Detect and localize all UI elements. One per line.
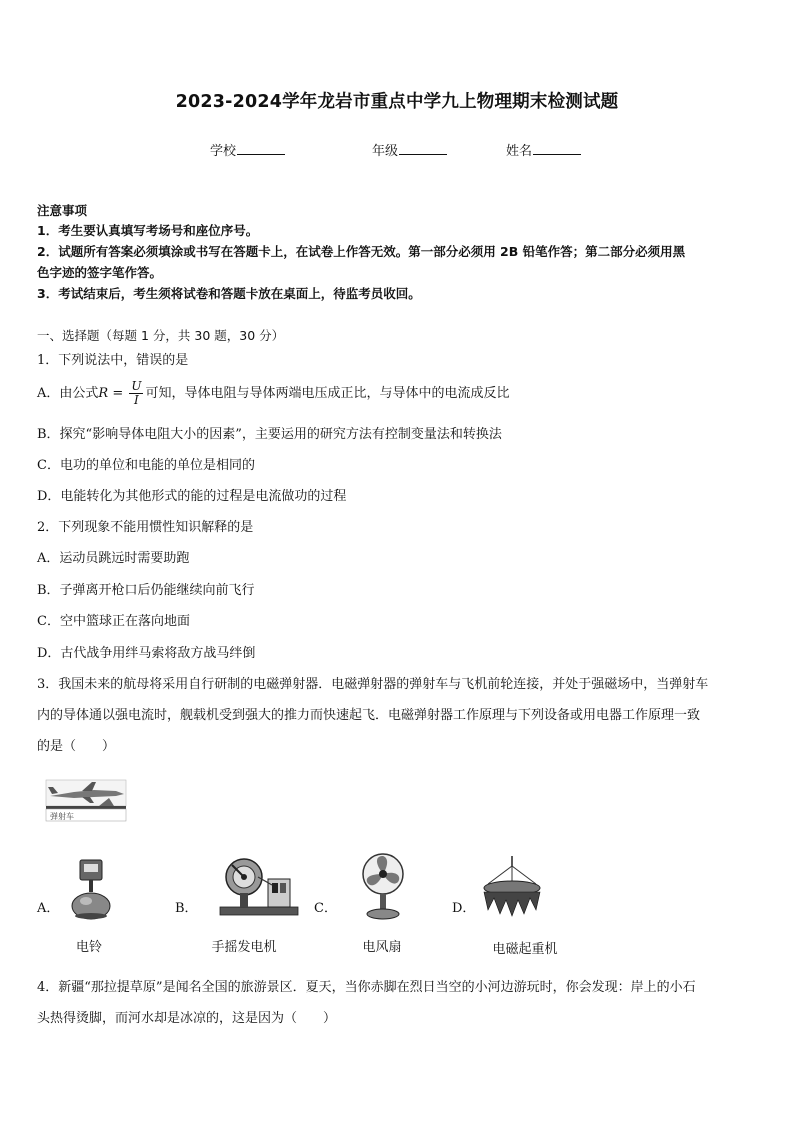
grade-field xyxy=(372,140,447,159)
q3-option-b-caption: 手摇发电机 xyxy=(211,940,277,955)
q3-option-c-letter: C． xyxy=(314,901,337,916)
grade-label: 年级 xyxy=(372,144,399,159)
q1-option-a xyxy=(37,380,510,408)
school-label: 学校 xyxy=(210,144,237,159)
catapult-jet-figure xyxy=(44,778,134,824)
q3-option-d-caption: 电磁起重机 xyxy=(492,942,558,957)
formula-equals: = xyxy=(108,386,128,401)
catapult-label: 弹射车 xyxy=(50,812,74,821)
q3-line-3: 的是（ ） xyxy=(37,739,116,754)
name-field xyxy=(506,140,581,159)
q3-option-a-letter: A． xyxy=(37,901,60,916)
q3-line-1: 3．我国未来的航母将采用自行研制的电磁弹射器．电磁弹射器的弹射车与飞机前轮连接，并处于强磁场中，当弹射车 xyxy=(37,677,709,692)
page-title: 2023-2024学年龙岩市重点中学九上物理期末检测试题 xyxy=(175,92,619,112)
name-label: 姓名 xyxy=(506,144,533,159)
school-blank xyxy=(237,142,285,155)
q3-option-a-caption: 电铃 xyxy=(75,940,102,955)
notice-item-3: 3．考试结束后，考生须将试卷和答题卡放在桌面上，待监考员收回。 xyxy=(37,286,421,301)
q1-stem: 1．下列说法中，错误的是 xyxy=(37,353,189,368)
notice-item-1: 1．考生要认真填写考场号和座位序号。 xyxy=(37,223,259,238)
electromagnetic-crane-icon xyxy=(478,854,546,920)
q3-option-c-caption: 电风扇 xyxy=(362,940,402,955)
q2-option-c: C．空中篮球正在落向地面 xyxy=(37,614,190,629)
q4-line-2: 头热得烫脚，而河水却是冰凉的，这是因为（ ） xyxy=(37,1011,337,1026)
q1-a-text: 可知，导体电阻与导体两端电压成正比，与导体中的电流成反比 xyxy=(145,386,510,401)
q2-option-b: B．子弹离开枪口后仍能继续向前飞行 xyxy=(37,583,255,598)
q3-line-2: 内的导体通以强电流时，舰载机受到强大的推力而快速起飞．电磁弹射器工作原理与下列设备或用电器工作原理一致 xyxy=(37,708,701,723)
q3-option-d-letter: D． xyxy=(452,901,476,916)
formula-denominator: I xyxy=(134,393,139,407)
notice-heading: 注意事项 xyxy=(37,203,88,218)
formula-fraction xyxy=(129,380,143,407)
q1-option-c: C．电功的单位和电能的单位是相同的 xyxy=(37,458,255,473)
electric-bell-icon xyxy=(68,858,114,920)
notice-item-2: 2．试题所有答案必须填涂或书写在答题卡上，在试卷上作答无效。第一部分必须用 2B 铅笔作答；第二部分必须用黑 xyxy=(37,244,686,259)
q1-option-b: B．探究“影响导体电阻大小的因素”，主要运用的研究方法有控制变量法和转换法 xyxy=(37,427,502,442)
q1-option-d: D．电能转化为其他形式的能的过程是电流做功的过程 xyxy=(37,489,347,504)
grade-blank xyxy=(399,142,447,155)
q2-option-a: A．运动员跳远时需要助跑 xyxy=(37,551,190,566)
q1-a-prefix: A．由公式 xyxy=(37,386,99,401)
electric-fan-icon xyxy=(356,852,410,920)
name-blank xyxy=(533,142,581,155)
section-heading: 一、选择题（每题 1 分，共 30 题，30 分） xyxy=(37,328,285,343)
q2-option-d: D．古代战争用绊马索将敌方战马绊倒 xyxy=(37,646,256,661)
q4-line-1: 4．新疆“那拉提草原”是闻名全国的旅游景区．夏天，当你赤脚在烈日当空的小河边游玩时，你会发现：岸上的小石 xyxy=(37,980,696,995)
formula-r: R xyxy=(98,386,109,401)
q3-option-b-letter: B． xyxy=(175,901,198,916)
q2-stem: 2．下列现象不能用惯性知识解释的是 xyxy=(37,520,254,535)
formula-numerator: U xyxy=(131,379,142,393)
notice-item-2-cont: 色字迹的签字笔作答。 xyxy=(37,265,163,280)
hand-generator-icon xyxy=(218,855,300,917)
school-field xyxy=(210,140,285,159)
